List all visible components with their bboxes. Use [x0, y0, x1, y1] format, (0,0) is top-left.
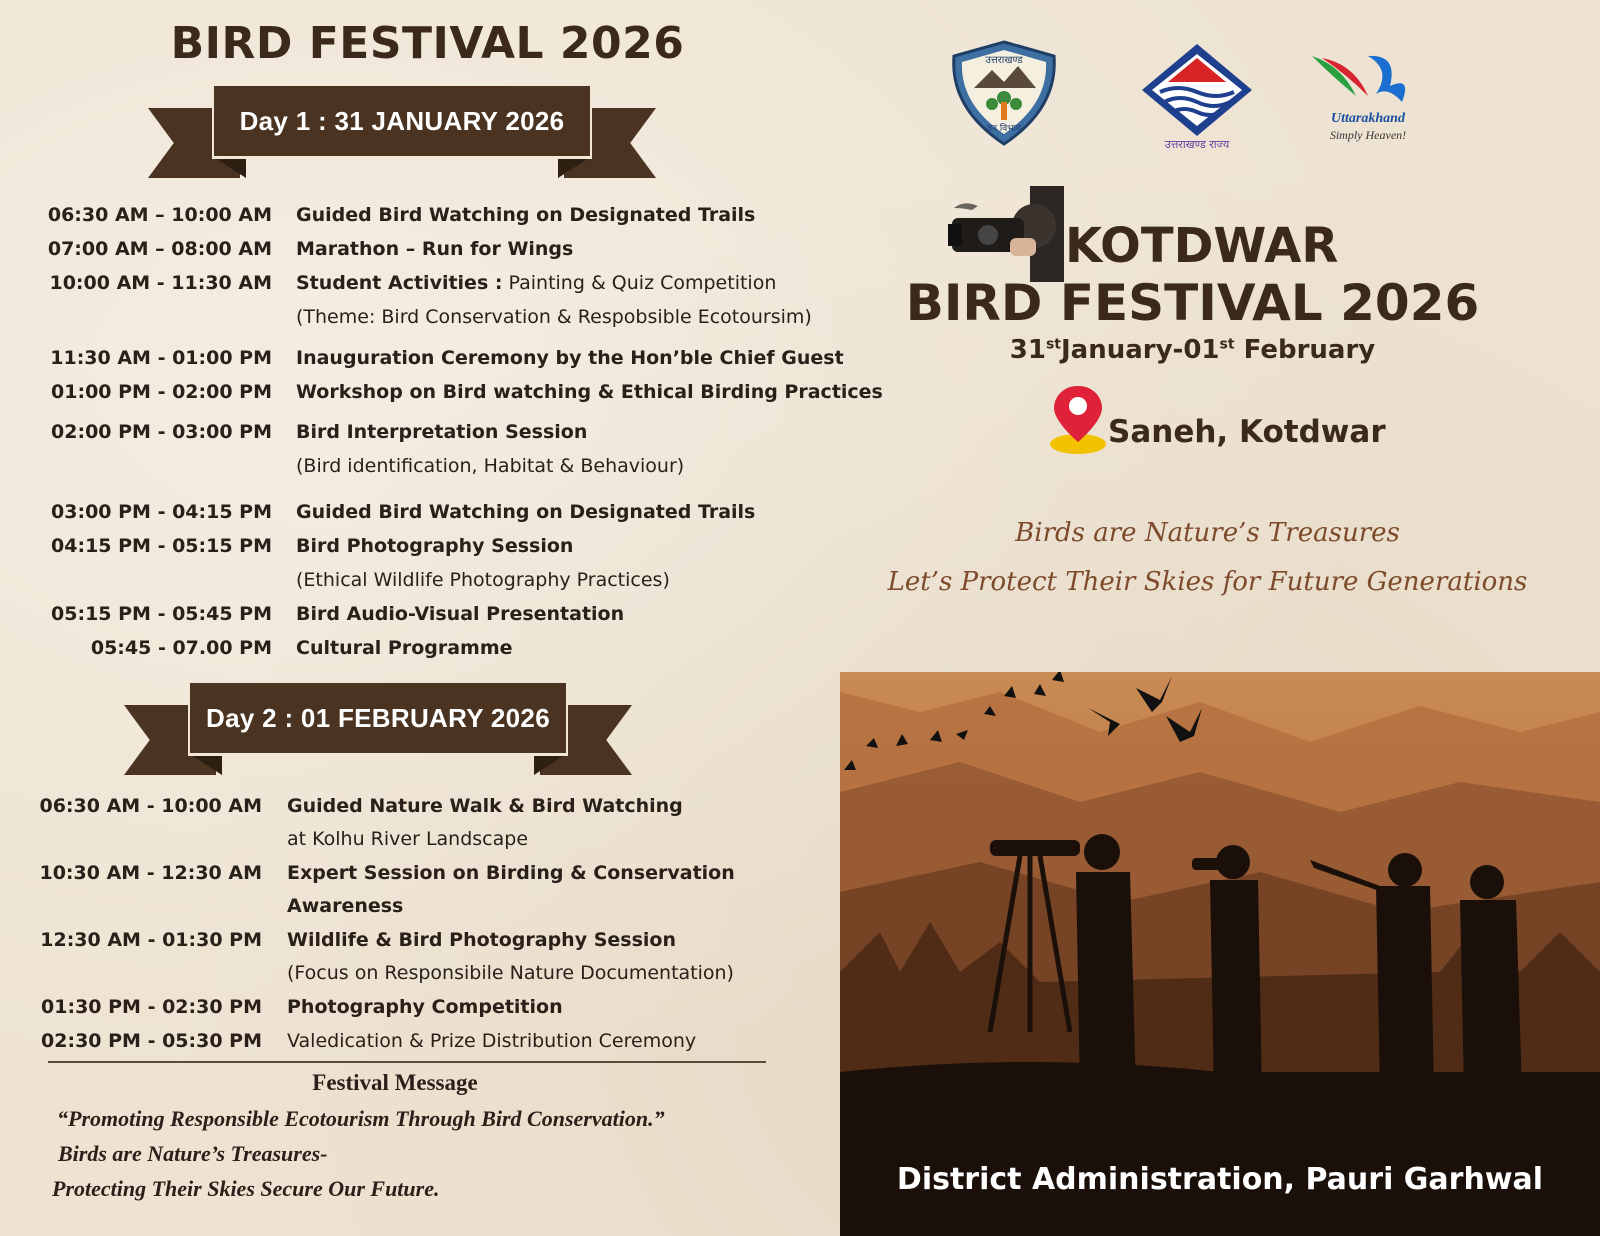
schedule-item [0, 600, 272, 628]
schedule-time: 07:00 AM – 08:00 AM [47, 238, 272, 260]
schedule-event [296, 600, 624, 628]
festival-message-line1: “Promoting Responsible Ecotourism Through Bird Conservation.” [57, 1106, 665, 1131]
schedule-event-title: Expert Session on Birding & Conservation [287, 862, 735, 884]
schedule-event [296, 498, 755, 526]
schedule-time: 10:30 AM - 12:30 AM [39, 862, 262, 884]
schedule-event-detail: Painting & Quiz Competition [502, 272, 777, 294]
schedule-event-title: Wildlife & Bird Photography Session [287, 929, 676, 951]
schedule-time: 06:30 AM - 10:00 AM [39, 795, 262, 817]
schedule-event-detail: Valedication & Prize Distribution Ceremony [287, 1030, 697, 1052]
schedule-time: 05:15 PM - 05:45 PM [51, 603, 272, 625]
location-pin-icon [1048, 384, 1108, 456]
schedule-event [287, 993, 563, 1021]
forest-department-logo [946, 38, 1062, 148]
schedule-time: 02:00 PM - 03:00 PM [51, 421, 272, 443]
schedule-time: 12:30 AM - 01:30 PM [40, 929, 262, 951]
uttarakhand-state-logo [1134, 40, 1260, 152]
divider [48, 1061, 766, 1063]
date-month-1: January-01 [1061, 335, 1220, 365]
schedule-event [296, 201, 755, 229]
schedule-event-title: Guided Bird Watching on Designated Trails [296, 204, 756, 226]
schedule-event [287, 1027, 696, 1055]
schedule-time: 06:30 AM – 10:00 AM [47, 204, 272, 226]
tourism-logo-tagline: Simply Heaven! [1329, 128, 1407, 142]
schedule-item [0, 269, 272, 297]
schedule-event [287, 792, 683, 820]
schedule-time: 04:15 PM - 05:15 PM [51, 535, 272, 557]
tagline-line2: Let’s Protect Their Skies for Future Generations [887, 567, 1528, 597]
state-logo-text: उत्तराखण्ड राज्य [1164, 138, 1230, 151]
schedule-time: 11:30 AM - 01:00 PM [50, 347, 272, 369]
schedule-event-title: Bird Interpretation Session [296, 421, 588, 443]
poster-title-line2: BIRD FESTIVAL 2026 [905, 274, 1480, 332]
schedule-event-title: Marathon – Run for Wings [296, 238, 574, 260]
date-suffix-2: st [1219, 336, 1235, 353]
schedule-event-title: Workshop on Bird watching & Ethical Birding Practices [296, 381, 883, 403]
birdwatchers-silhouette-scene [840, 672, 1600, 1236]
date-month-2: February [1234, 335, 1376, 365]
schedule-event [296, 418, 587, 446]
schedule-event [296, 269, 776, 297]
schedule-title: BIRD FESTIVAL 2026 [170, 18, 685, 69]
day1-ribbon [148, 86, 656, 186]
schedule-event [296, 378, 883, 406]
date-start: 31 [1009, 335, 1046, 365]
forest-logo-top-text: उत्तराखण्ड [985, 55, 1023, 66]
day2-ribbon [124, 683, 632, 783]
schedule-item [0, 532, 272, 560]
schedule-event [287, 859, 735, 887]
festival-message-line3: Protecting Their Skies Secure Our Future. [52, 1176, 440, 1201]
schedule-time: 05:45 - 07.00 PM [90, 637, 272, 659]
schedule-event-title: Guided Nature Walk & Bird Watching [287, 795, 683, 817]
schedule-event [287, 926, 676, 954]
schedule-event-title: Student Activities : [296, 272, 503, 294]
tourism-logo-name: Uttarakhand [1331, 111, 1405, 126]
schedule-event [296, 344, 844, 372]
venue-location: Saneh, Kotdwar [1108, 414, 1386, 450]
schedule-event-subtitle: (Bird identification, Habitat & Behaviour) [296, 455, 685, 477]
schedule-item [0, 344, 272, 372]
schedule-item [0, 201, 272, 229]
schedule-event [296, 532, 573, 560]
date-suffix-1: st [1045, 336, 1061, 353]
schedule-item [0, 418, 272, 446]
schedule-event-title: Cultural Programme [296, 637, 513, 659]
schedule-item [0, 926, 262, 954]
photographer-icon [948, 186, 1068, 282]
schedule-event-title: Bird Photography Session [296, 535, 574, 557]
schedule-item [0, 378, 272, 406]
poster-panel [840, 0, 1600, 1236]
schedule-item [0, 859, 262, 887]
schedule-time: 01:30 PM - 02:30 PM [41, 996, 262, 1018]
day1-label: Day 1 : 31 JANUARY 2026 [212, 86, 592, 159]
schedule-time: 10:00 AM - 11:30 AM [49, 272, 272, 294]
district-administration: District Administration, Pauri Garhwal [896, 1162, 1544, 1197]
tagline-line1: Birds are Nature’s Treasures [1015, 518, 1400, 548]
schedule-event-subtitle: (Focus on Responsibile Nature Documentation) [287, 962, 734, 984]
uttarakhand-tourism-logo [1302, 46, 1432, 146]
schedule-event-subtitle: (Theme: Bird Conservation & Respobsible Ecotoursim) [296, 306, 812, 328]
schedule-time: 01:00 PM - 02:00 PM [51, 381, 272, 403]
schedule-event-title: Photography Competition [287, 996, 563, 1018]
schedule-item [0, 1027, 262, 1055]
schedule-event-subtitle: (Ethical Wildlife Photography Practices) [296, 569, 670, 591]
schedule-item [0, 634, 272, 662]
festival-message-line2: Birds are Nature’s Treasures- [58, 1141, 328, 1166]
schedule-event-title: Inauguration Ceremony by the Hon’ble Chief Guest [296, 347, 844, 369]
schedule-item [0, 993, 262, 1021]
schedule-event-title: Bird Audio-Visual Presentation [296, 603, 625, 625]
schedule-event [296, 235, 573, 263]
poster-title-line1: KOTDWAR [1065, 218, 1339, 274]
schedule-item [0, 792, 262, 820]
day2-label: Day 2 : 01 FEBRUARY 2026 [188, 683, 568, 756]
schedule-item [0, 235, 272, 263]
schedule-event-title: Guided Bird Watching on Designated Trails [296, 501, 756, 523]
festival-dates [840, 335, 1545, 365]
schedule-time: 02:30 PM - 05:30 PM [41, 1030, 262, 1052]
schedule-time: 03:00 PM - 04:15 PM [51, 501, 272, 523]
schedule-event [296, 634, 513, 662]
schedule-item [0, 498, 272, 526]
schedule-event-subtitle: Awareness [287, 895, 404, 917]
schedule-event-subtitle: at Kolhu River Landscape [287, 828, 529, 850]
forest-logo-bottom-text: वन विभाग [987, 124, 1021, 134]
festival-message-title: Festival Message [312, 1070, 478, 1095]
